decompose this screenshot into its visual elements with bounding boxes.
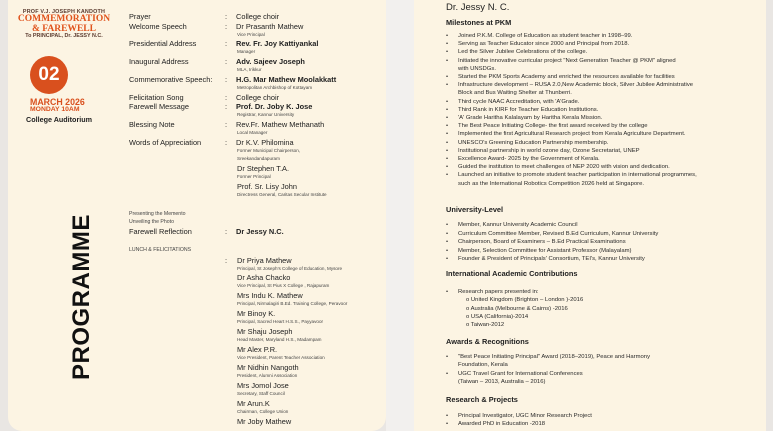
- felicitation-desc: Principal, Nirmalagiri B.Ed. Training College, Peravoor: [237, 301, 348, 306]
- item-label: Inaugural Address: [129, 57, 189, 66]
- list-item-text: Founder & President of Principals' Consortium, TEI's, Kannur University: [458, 256, 645, 263]
- bullet-icon: •: [446, 256, 449, 263]
- appreciation-desc: Former Principal: [237, 174, 271, 179]
- item-value: Adv. Sajeev Joseph: [236, 57, 305, 66]
- list-item-text: Member, Kannur University Academic Council: [458, 222, 578, 228]
- list-item-text: Principal Investigator, UGC Minor Research Project: [458, 413, 592, 419]
- felicitation-name: Mr Nidhin Nangoth: [237, 363, 299, 372]
- list-item-text: Initiated the innovative curricular project "Next Generation Teacher @ PKM" aligned: [458, 57, 676, 64]
- list-item-text: Joined P.K.M. College of Education as student teacher in 1998–99.: [458, 33, 633, 39]
- item-colon: :: [225, 120, 228, 129]
- memento-note: Presenting the Memento: [129, 211, 186, 217]
- list-item-text: Member, Selection Committee for Assistant Professor (Malayalam): [458, 247, 632, 254]
- programme-heading: PROGRAMME: [68, 214, 95, 380]
- list-item-text: Led the Silver Jubilee Celebrations of the college.: [458, 49, 588, 56]
- list-item-text: Implemented the first Agricultural Research project from Kerala Agriculture Department.: [458, 131, 686, 138]
- bullet-icon: •: [446, 222, 449, 228]
- felicitation-colon: :: [225, 256, 228, 265]
- item-label: Farewell Reflection: [129, 227, 192, 236]
- list-item-text: Excellence Award- 2025 by the Government of Kerala.: [458, 156, 600, 162]
- profile-page: [414, 0, 766, 431]
- felicitation-desc: Secretary, Staff Council: [237, 391, 285, 396]
- bullet-icon: •: [446, 172, 449, 179]
- event-day-time: MONDAY 10AM: [30, 106, 80, 113]
- item-label: Felicitation Song: [129, 93, 184, 102]
- bullet-icon: •: [446, 139, 449, 146]
- item-colon: :: [225, 12, 228, 21]
- appreciation-desc: Sreekandandapuram: [237, 156, 280, 161]
- item-colon: :: [225, 57, 228, 66]
- item-sub: MLA, Irikkur: [237, 67, 262, 72]
- item-label: Presidential Address: [129, 39, 197, 48]
- felicitation-desc: Principal, St Joseph's College of Education, Mysore: [237, 266, 343, 271]
- programme-page: [8, 0, 386, 431]
- list-item-text: Research papers presented in:: [458, 289, 539, 295]
- list-item-text: Started the PKM Sports Academy and enriched the resources available for facilities: [458, 74, 675, 80]
- list-item-text: such as the International Robotics Competition 2026 held at Singapore.: [458, 180, 645, 187]
- event-venue: College Auditorium: [26, 115, 93, 124]
- item-colon: :: [225, 93, 228, 102]
- milestones-heading: Milestones at PKM: [446, 18, 512, 27]
- appreciation-desc: Directress General, Caritas Secular Institute: [237, 192, 327, 197]
- item-colon: :: [225, 39, 228, 48]
- item-value: Prof. Dr. Joby K. Jose: [236, 102, 313, 111]
- item-value: College choir: [236, 93, 280, 102]
- item-value: Dr Jessy N.C.: [236, 227, 284, 236]
- felicitation-name: Mr Alex P.R.: [237, 345, 278, 354]
- item-label: Words of Appreciation: [129, 138, 202, 147]
- item-label: Farewell Message: [129, 102, 189, 111]
- list-item-text: Guided the institution to meet challenges of NEP 2020 with vision and dedication.: [458, 164, 670, 171]
- research-heading: Research & Projects: [446, 395, 518, 404]
- bullet-icon: •: [446, 131, 449, 138]
- item-sub: Manager: [237, 49, 256, 54]
- item-colon: :: [225, 75, 228, 84]
- bullet-icon: •: [446, 49, 449, 56]
- list-item-text: Serving as Teacher Educator since 2000 and Principal from 2018.: [458, 41, 630, 48]
- event-header: [12, 10, 116, 40]
- felicitation-name: Mr Shaju Joseph: [237, 327, 293, 336]
- list-item-text: Infrastructure development – RUSA 2.0,New Academic block, Silver Jubilee Administrative: [458, 82, 694, 89]
- item-value: Dr Prasanth Mathew: [236, 22, 304, 31]
- bullet-icon: •: [446, 247, 449, 254]
- felicitation-desc: Vice Principal, St Pius X College , Rajapuram: [237, 283, 330, 288]
- bullet-icon: •: [446, 106, 449, 113]
- list-item-text: o United Kingdom (Brighton – London )-2016: [466, 297, 584, 304]
- felicitation-desc: Head Master, Maryland H.S., Madampam: [237, 337, 322, 342]
- item-sub: Metropolitan Archbishop of Kottayam: [237, 85, 313, 90]
- appreciation-desc: Former Municipal Chairperson,: [237, 148, 301, 153]
- bullet-icon: •: [446, 98, 449, 105]
- list-item-text: 'A' Grade Haritha Kalalayam by Haritha Kerala Mission.: [458, 115, 603, 121]
- item-colon: :: [225, 138, 228, 147]
- bullet-icon: •: [446, 147, 449, 154]
- bullet-icon: •: [446, 74, 449, 80]
- photo-note: Unveiling the Photo: [129, 219, 174, 225]
- bullet-icon: •: [446, 123, 449, 130]
- international-heading: International Academic Contributions: [446, 269, 578, 278]
- bullet-icon: •: [446, 421, 449, 428]
- event-date: MARCH 2026: [30, 97, 85, 107]
- item-sub: Local Manager: [237, 130, 268, 135]
- list-item-text: Third Rank in KIRF for Teacher Education Institutions.: [458, 106, 599, 113]
- list-item-text: Institutional partnership in world ozone day, Ozone Secretariat, UNEP: [458, 147, 640, 154]
- item-value: H.G. Mar Mathew Moolakkatt: [236, 75, 337, 84]
- item-label: Commemorative Speech:: [129, 75, 213, 84]
- item-value: Rev.Fr. Mathew Methanath: [236, 120, 325, 129]
- awards-heading: Awards & Recognitions: [446, 337, 529, 346]
- bullet-icon: •: [446, 289, 449, 295]
- item-sub: Registrar, Kannur University: [237, 112, 295, 117]
- felicitation-name: Mrs Indu K. Mathew: [237, 291, 303, 300]
- felicitation-desc: Vice President, Parent Teacher Association: [237, 355, 325, 360]
- list-item-text: Awarded PhD in Education -2018: [458, 421, 545, 428]
- item-value: College choir: [236, 12, 280, 21]
- bullet-icon: •: [446, 57, 449, 64]
- list-item-text: o Australia (Melbourne & Cairns) -2016: [466, 305, 568, 312]
- item-label: Blessing Note: [129, 120, 175, 129]
- felicitation-name: Dr Priya Mathew: [237, 256, 292, 265]
- list-item-text: Curriculum Committee Member, Revised B.Ed Curriculum, Kannur University: [458, 230, 659, 237]
- list-item-text: (Taiwan – 2013, Australia – 2016): [458, 379, 546, 386]
- bullet-icon: •: [446, 82, 449, 89]
- appreciation-name: Prof. Sr. Lisy John: [237, 182, 297, 191]
- list-item-text: o USA (California)-2014: [466, 313, 529, 320]
- list-item-text: Block and Bus Waiting Shelter at Thunberri.: [458, 90, 572, 97]
- felicitation-desc: Principal, Sacred Heart H.S.S., Payyavoor: [237, 319, 324, 324]
- date-badge: 02: [30, 56, 68, 94]
- item-value: Rev. Fr. Joy Kattiyankal: [236, 39, 319, 48]
- item-sub: Vice Principal: [237, 32, 265, 37]
- item-colon: :: [225, 22, 228, 31]
- bullet-icon: •: [446, 41, 449, 48]
- item-colon: :: [225, 102, 228, 111]
- header-prof: PROF V.J. JOSEPH KANDOTH: [22, 9, 106, 15]
- bullet-icon: •: [446, 239, 449, 246]
- list-item-text: UGC Travel Grant for International Conferences: [458, 370, 583, 377]
- item-label: Welcome Speech: [129, 22, 187, 31]
- item-colon: :: [225, 227, 228, 236]
- header-title-commemoration: COMMEMORATION: [17, 14, 111, 25]
- list-item-text: Chairperson, Board of Examiners – B.Ed Practical Examinations: [458, 239, 626, 246]
- list-item-text: o Taiwan-2012: [466, 322, 505, 329]
- bullet-icon: •: [446, 413, 449, 419]
- felicitation-name: Mr Arun.K: [237, 399, 270, 408]
- list-item-text: with UNSDGs.: [458, 65, 496, 72]
- bullet-icon: •: [446, 164, 449, 171]
- felicitation-name: Mr Binoy K.: [237, 309, 276, 318]
- item-value: Dr K.V. Philomina: [236, 138, 294, 147]
- item-label: Prayer: [129, 12, 151, 21]
- list-item-text: Launched an initiative to promote student teacher participation in international programmes,: [458, 172, 697, 179]
- header-subtitle: To PRINCIPAL, Dr. JESSY N.C.: [25, 33, 103, 40]
- bullet-icon: •: [446, 33, 449, 39]
- list-item-text: The Best Peace Initiating College- the first award received by the college: [458, 123, 648, 130]
- felicitation-name: Mrs Jomol Jose: [237, 381, 289, 390]
- felicitation-name: Mr Joby Mathew: [237, 417, 292, 426]
- profile-name: Dr. Jessy N. C.: [446, 2, 510, 13]
- felicitation-desc: President, Alumni Association: [237, 373, 298, 378]
- bullet-icon: •: [446, 370, 449, 377]
- appreciation-name: Dr Stephen T.A.: [237, 164, 290, 173]
- list-item-text: Third cycle NAAC Accreditation, with 'A'Grade.: [458, 98, 580, 105]
- felicitation-desc: Chairman, College Union: [237, 409, 289, 414]
- felicitation-name: Dr Asha Chacko: [237, 273, 291, 282]
- bullet-icon: •: [446, 230, 449, 237]
- header-title-farewell: & FAREWELL: [32, 23, 96, 34]
- bullet-icon: •: [446, 156, 449, 162]
- list-item-text: UNESCO's Greening Education Partnership membership.: [458, 139, 609, 146]
- page-gap: [386, 0, 414, 431]
- list-item-text: Foundation, Kerala: [458, 362, 508, 369]
- list-item-text: "Best Peace Initiating Principal" Award (2018–2019), Peace and Harmony: [458, 354, 651, 360]
- bullet-icon: •: [446, 354, 449, 360]
- university-heading: University-Level: [446, 205, 504, 214]
- bullet-icon: •: [446, 115, 449, 121]
- lunch-note: LUNCH & FELICITATIONS: [129, 247, 192, 253]
